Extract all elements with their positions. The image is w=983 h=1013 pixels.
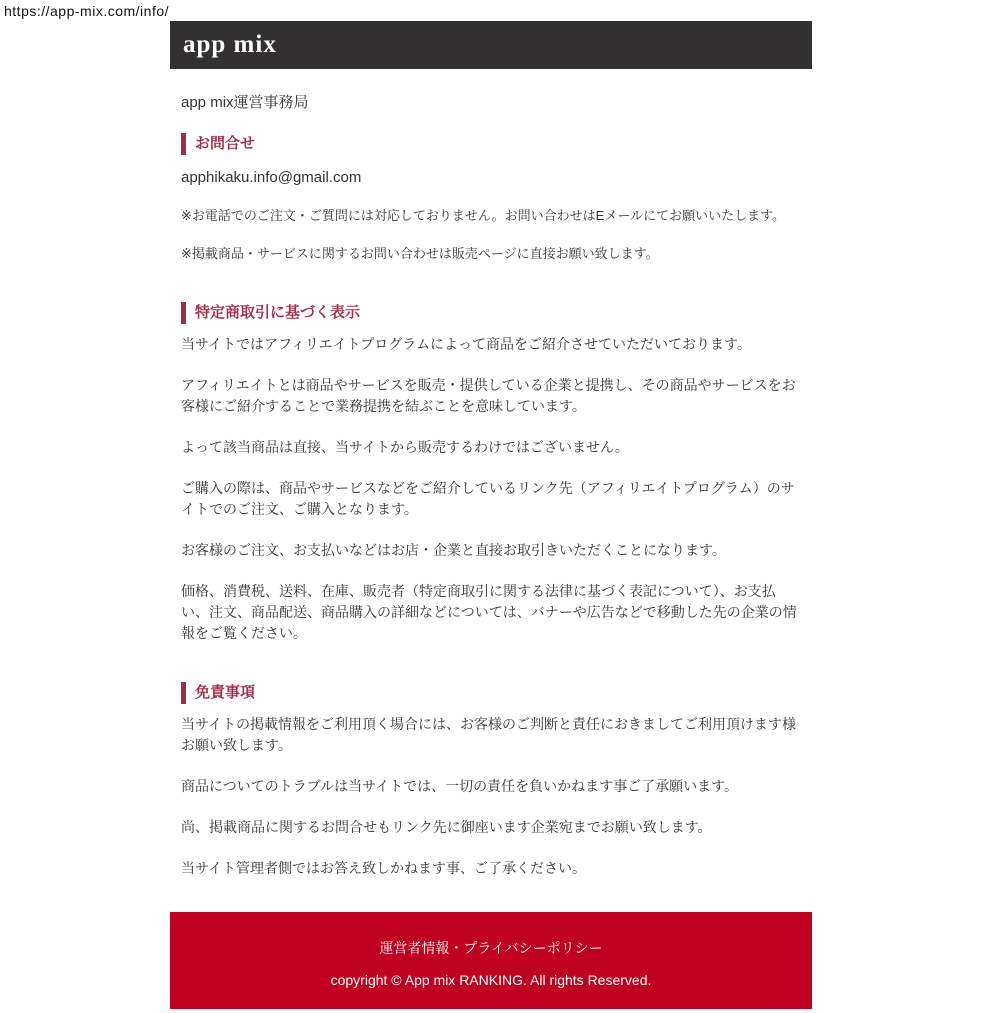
- footer-operator-privacy-link[interactable]: 運営者情報・プライバシーポリシー: [379, 940, 603, 956]
- content-column: [170, 21, 812, 1009]
- disclaimer-paragraph: 当サイトの掲載情報をご利用頂く場合には、お客様のご判断と責任におきましてご利用頂けます様お願い致します。: [181, 716, 797, 753]
- tokutei-paragraph: アフィリエイトとは商品やサービスを販売・提供している企業と提携し、その商品やサービスをお客様にご紹介することで業務提携を結ぶことを意味しています。: [181, 377, 796, 414]
- tokutei-paragraph: 価格、消費税、送料、在庫、販売者（特定商取引に関する法律に基づく表記について）、お支払い、注文、商品配送、商品購入の詳細などについては、バナーや広告などで移動した先の企業の情報をご覧ください。: [181, 583, 797, 641]
- tokutei-paragraph: ご購入の際は、商品やサービスなどをご紹介しているリンク先（アフィリエイトプログラム）のサイトでのご注文、ご購入となります。: [181, 480, 795, 517]
- tokutei-paragraph: よって該当商品は直接、当サイトから販売するわけではございません。: [181, 439, 629, 455]
- footer-copyright: copyright © App mix RANKING. All rights Reserved.: [330, 972, 652, 988]
- site-logo[interactable]: app mix: [183, 31, 277, 58]
- disclaimer-paragraph: 商品についてのトラブルは当サイトでは、一切の責任を負いかねます事ご了承願います。: [181, 778, 739, 794]
- contact-note: ※お電話でのご注文・ご質問には対応しておりません。お問い合わせはEメールにてお願いいたします。: [181, 208, 786, 223]
- tokutei-paragraph: お客様のご注文、お支払いなどはお店・企業と直接お取引きいただくことになります。: [181, 542, 726, 558]
- main-content: [170, 92, 812, 879]
- contact-section-title: お問合せ: [195, 135, 256, 152]
- heading-accent-bar: [181, 133, 186, 155]
- contact-note: ※掲載商品・サービスに関するお問い合わせは販売ページに直接お願い致します。: [181, 246, 659, 261]
- section-heading-disclaimer: [181, 682, 801, 704]
- page-url-text: https://app-mix.com/info/: [4, 3, 170, 19]
- site-header: [170, 21, 812, 69]
- site-operator-name: app mix運営事務局: [181, 94, 309, 111]
- contact-email: apphikaku.info@gmail.com: [181, 169, 362, 186]
- site-footer: [170, 912, 812, 1009]
- disclaimer-paragraph: 尚、掲載商品に関するお問合せもリンク先に御座います企業宛までお願い致します。: [181, 819, 712, 835]
- section-heading-tokutei: [181, 302, 801, 324]
- disclaimer-paragraph: 当サイト管理者側ではお答え致しかねます事、ご了承ください。: [181, 860, 587, 876]
- tokutei-section-title: 特定商取引に基づく表示: [195, 304, 361, 321]
- heading-accent-bar: [181, 682, 186, 704]
- section-heading-contact: [181, 133, 801, 155]
- heading-accent-bar: [181, 302, 186, 324]
- tokutei-paragraph: 当サイトではアフィリエイトプログラムによって商品をご紹介させていただいております。: [181, 336, 751, 352]
- disclaimer-section-title: 免責事項: [195, 684, 256, 701]
